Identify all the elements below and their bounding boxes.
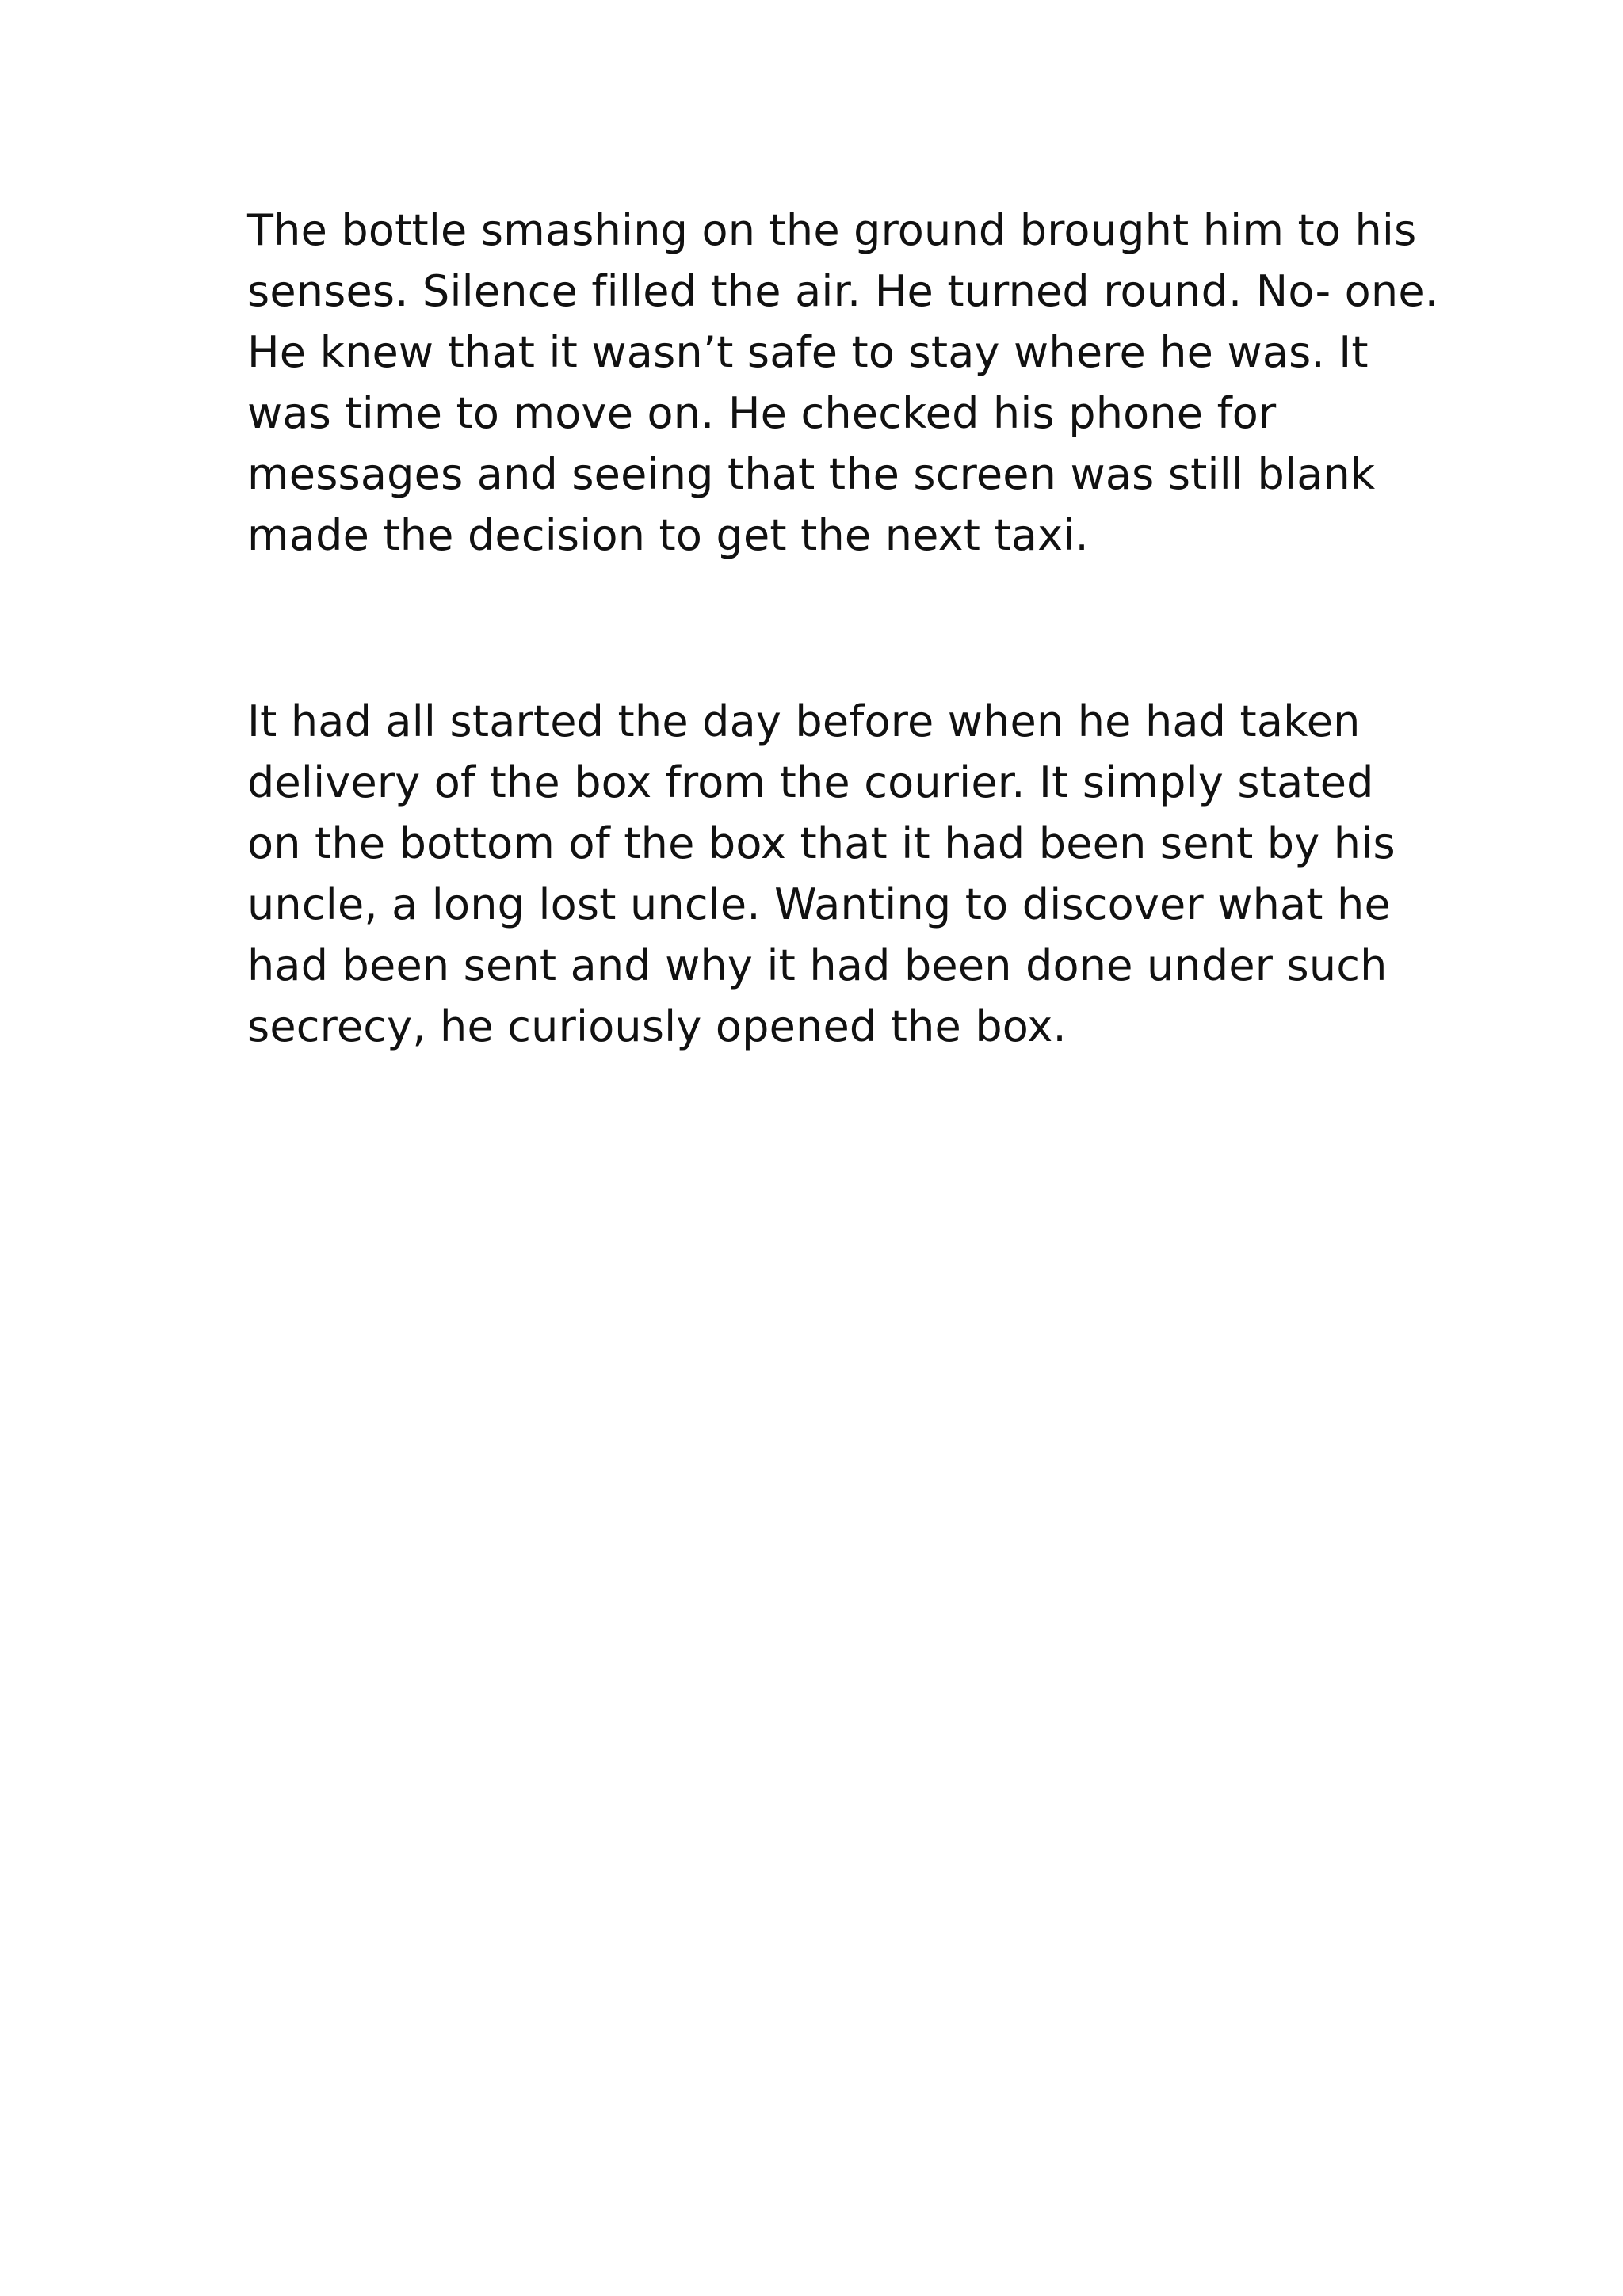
paragraph-line: delivery of the box from the courier. It simply stated [247,757,1374,807]
paragraph-line: messages and seeing that the screen was still blank [247,449,1376,499]
paragraph-line: made the decision to get the next taxi. [247,510,1089,560]
paragraph-line: had been sent and why it had been done under such [247,940,1388,990]
paragraph-line: He knew that it wasn’t safe to stay where he was. It [247,327,1369,377]
paragraph-line: was time to move on. He checked his phone for [247,388,1277,438]
paragraph-line: senses. Silence filled the air. He turned round. No- one. [247,266,1439,316]
paragraph-line: The bottle smashing on the ground brought him to his [247,205,1417,255]
paragraph-line: uncle, a long lost uncle. Wanting to discover what he [247,879,1391,929]
paragraph-line: on the bottom of the box that it had been sent by his [247,818,1396,868]
paragraph-line: secrecy, he curiously opened the box. [247,1001,1067,1051]
paragraph-1 [247,200,1439,566]
paragraph-line: It had all started the day before when he had taken [247,696,1361,746]
paragraph-2 [247,691,1436,1057]
